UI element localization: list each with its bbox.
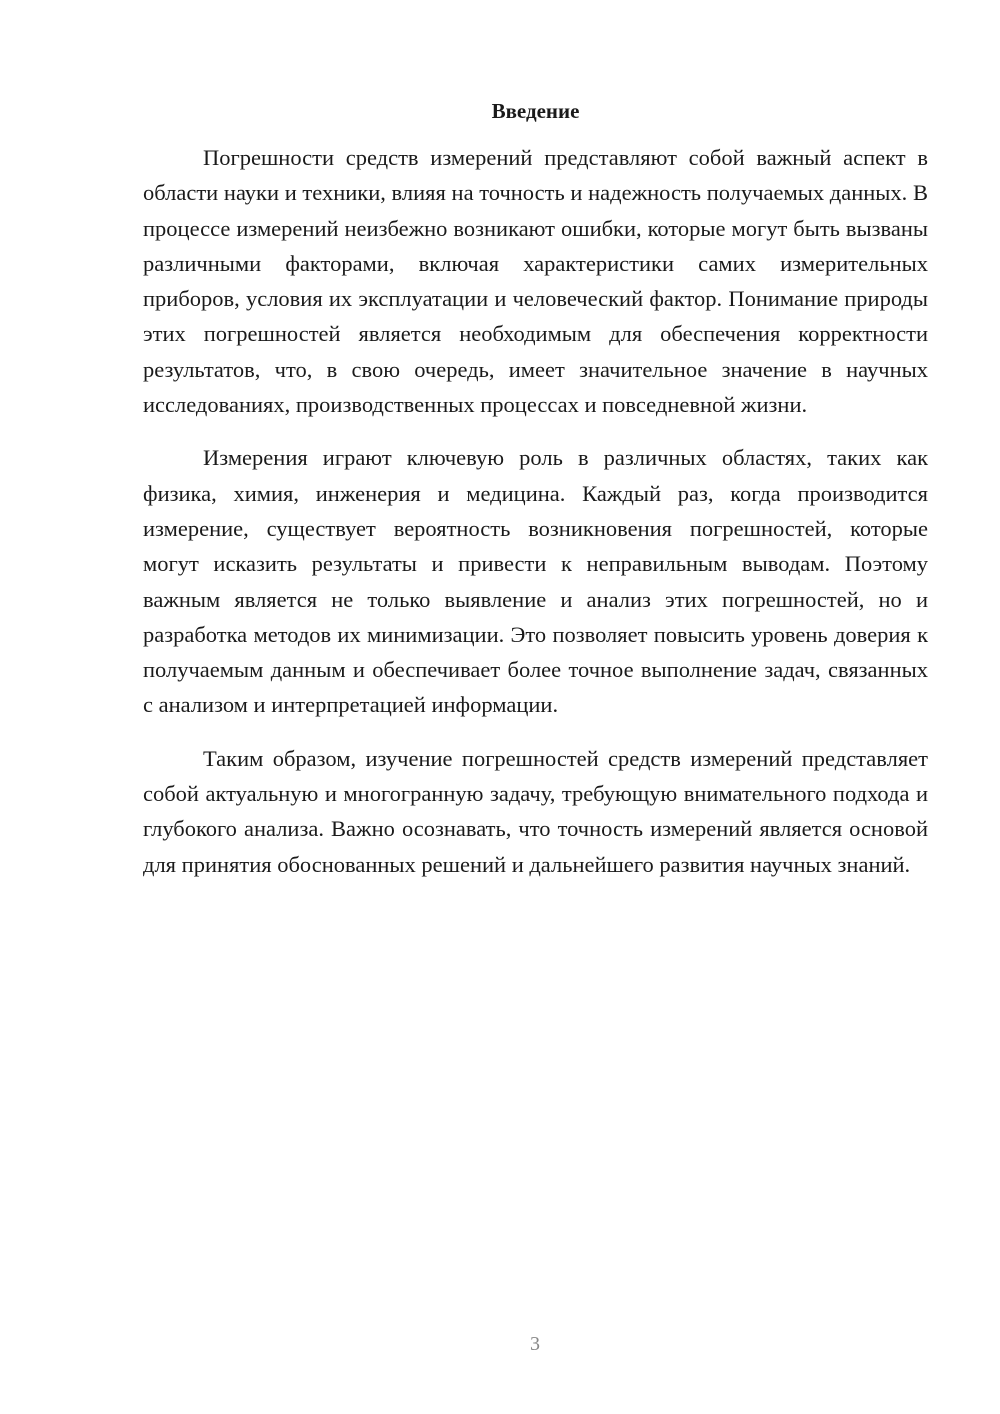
section-heading: Введение [491,99,580,123]
page-content [143,96,928,900]
paragraph-2: Измерения играют ключевую роль в различных областях, таких как физика, химия, инженерия и медицина. Каждый раз, когда производится измерение, существует вероятность возникновения погрешностей, которые могут исказить результаты и привести к неправильным выводам. Поэтому важным является не только выявление и анализ этих погрешностей, но и разработка методов их минимизации. Это позволяет повысить уровень доверия к получаемым данным и обеспечивает более точное выполнение задач, связанных с анализом и интерпретацией информации. [143,445,928,718]
paragraph-1: Погрешности средств измерений представляют собой важный аспект в области науки и техники, влияя на точность и надежность получаемых данных. В процессе измерений неизбежно возникают ошибки, которые могут быть вызваны различными факторами, включая характеристики самих измерительных приборов, условия их эксплуатации и человеческий фактор. Понимание природы этих погрешностей является необходимым для обеспечения корректности результатов, что, в свою очередь, имеет значительное значение в научных исследованиях, производственных процессах и повседневной жизни. [143,145,928,418]
paragraph-3: Таким образом, изучение погрешностей средств измерений представляет собой актуальную и многогранную задачу, требующую внимательного подхода и глубокого анализа. Важно осознавать, что точность измерений является основой для принятия обоснованных решений и дальнейшего развития научных знаний. [143,745,928,877]
page-number: 3 [530,1333,540,1355]
